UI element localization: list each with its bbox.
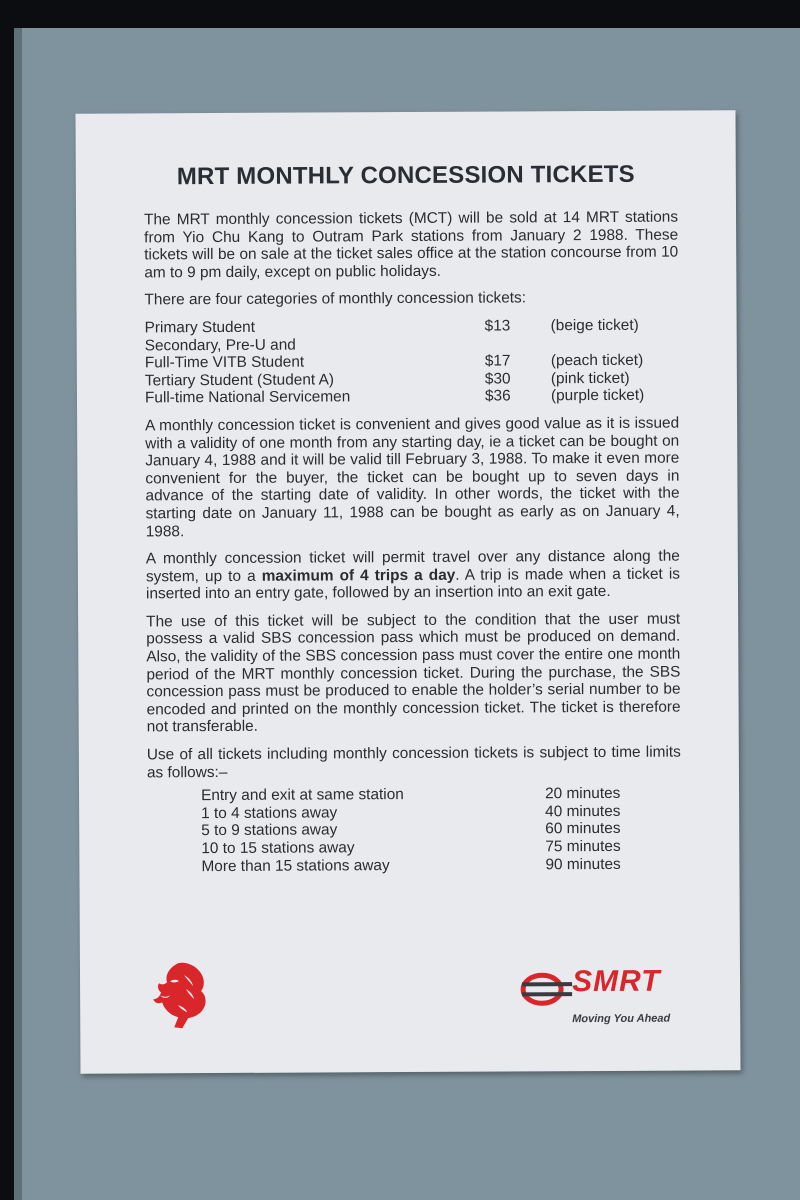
fare-category-label: Full-Time VITB Student [144, 353, 305, 372]
time-limit-label: 1 to 4 stations away [201, 804, 338, 822]
fare-row [145, 317, 679, 337]
time-limit-label: Entry and exit at same station [201, 786, 404, 805]
time-limit-row [201, 785, 620, 805]
fare-price: $13 [484, 317, 511, 335]
ticket-colour: (peach ticket) [550, 351, 644, 370]
intro-paragraph: The MRT monthly concession tickets (MCT) will be sold at 14 MRT stations from Yio Chu Kang to Outram Park stations from January 2 1988. These tickets will be on sale at the ticket sales office at the station concourse from 10 am to 9 pm daily, except on public holidays. [144, 208, 679, 282]
trip-limit-emphasis: maximum of 4 trips a day [261, 566, 456, 585]
time-limit-label: More than 15 stations away [201, 856, 390, 875]
fare-category-label: Full-time National Servicemen [144, 388, 351, 407]
time-limit-value: 60 minutes [545, 820, 621, 838]
time-limit-label: 5 to 9 stations away [201, 821, 338, 840]
fare-price: $17 [484, 352, 511, 370]
travel-paragraph [146, 548, 680, 604]
time-limit-value: 75 minutes [545, 837, 621, 856]
time-limits-table [201, 785, 621, 875]
ticket-colour: (pink ticket) [550, 369, 630, 387]
board-edge [14, 28, 22, 1200]
smrt-mark-icon [520, 971, 574, 1007]
fare-category-label: Tertiary Student (Student A) [144, 371, 334, 390]
fare-table [145, 317, 679, 408]
ticket-colour: (beige ticket) [550, 316, 639, 335]
ticket-colour [551, 334, 679, 352]
fare-price: $36 [484, 387, 511, 405]
page-title: MRT MONTHLY CONCESSION TICKETS [176, 160, 635, 191]
time-limits-intro: Use of all tickets including monthly concession tickets is subject to time limits as follows:– [146, 743, 681, 781]
smrt-wordmark: SMRT [571, 964, 661, 999]
time-limit-row [201, 820, 620, 840]
time-limit-label: 10 to 15 stations away [201, 839, 355, 858]
time-limit-row [201, 803, 620, 823]
categories-intro: There are four categories of monthly concession tickets: [144, 289, 527, 309]
leaflet [75, 110, 740, 1073]
travel-text-end: . A trip is made when a ticket is inserted into an entry gate, followed by an insertion into an exit gate. [145, 565, 680, 603]
fare-price: $30 [484, 370, 511, 388]
condition-paragraph: The use of this ticket will be subject to the condition that the user must possess a valid SBS concession pass which must be produced on demand. Also, the validity of the SBS concession pass must cover the entire one month period of the MRT monthly concession ticket. During the purchase, the SBS concession pass must be produced to enable the holder’s serial number to be encoded and printed on the monthly concession ticket. The ticket is therefore not transferable. [146, 610, 681, 736]
fare-category-label: Secondary, Pre-U and [144, 336, 296, 354]
smrt-logo [520, 965, 690, 1032]
travel-text-start: A monthly concession ticket will permit travel over any distance along the system, up to a [145, 547, 680, 586]
fare-price [485, 335, 551, 353]
fare-row [145, 387, 679, 407]
time-limit-value: 20 minutes [545, 785, 621, 803]
time-limit-value: 40 minutes [545, 802, 621, 821]
validity-paragraph: A monthly concession ticket is convenient and gives good value as it is issued with a validity of one month from any starting day, ie a ticket can be bought on January 4, 1988 and it will be valid till February 3, 1988. To make it even more convenient for the buyer, the ticket can be bought up to seven days in advance of the starting date of validity. In other words, the ticket with the starting date on January 11, 1988 can be bought as early as on January 4, 1988. [145, 414, 680, 540]
time-limit-value: 90 minutes [545, 855, 621, 873]
leaflet-body [144, 209, 681, 876]
time-limit-row [201, 838, 620, 858]
time-limit-row [201, 855, 620, 875]
smrt-tagline: Moving You Ahead [572, 1012, 671, 1026]
ticket-colour: (purple ticket) [550, 387, 645, 405]
singapore-lion-head-icon [148, 959, 212, 1033]
fare-category-label: Primary Student [144, 318, 256, 337]
